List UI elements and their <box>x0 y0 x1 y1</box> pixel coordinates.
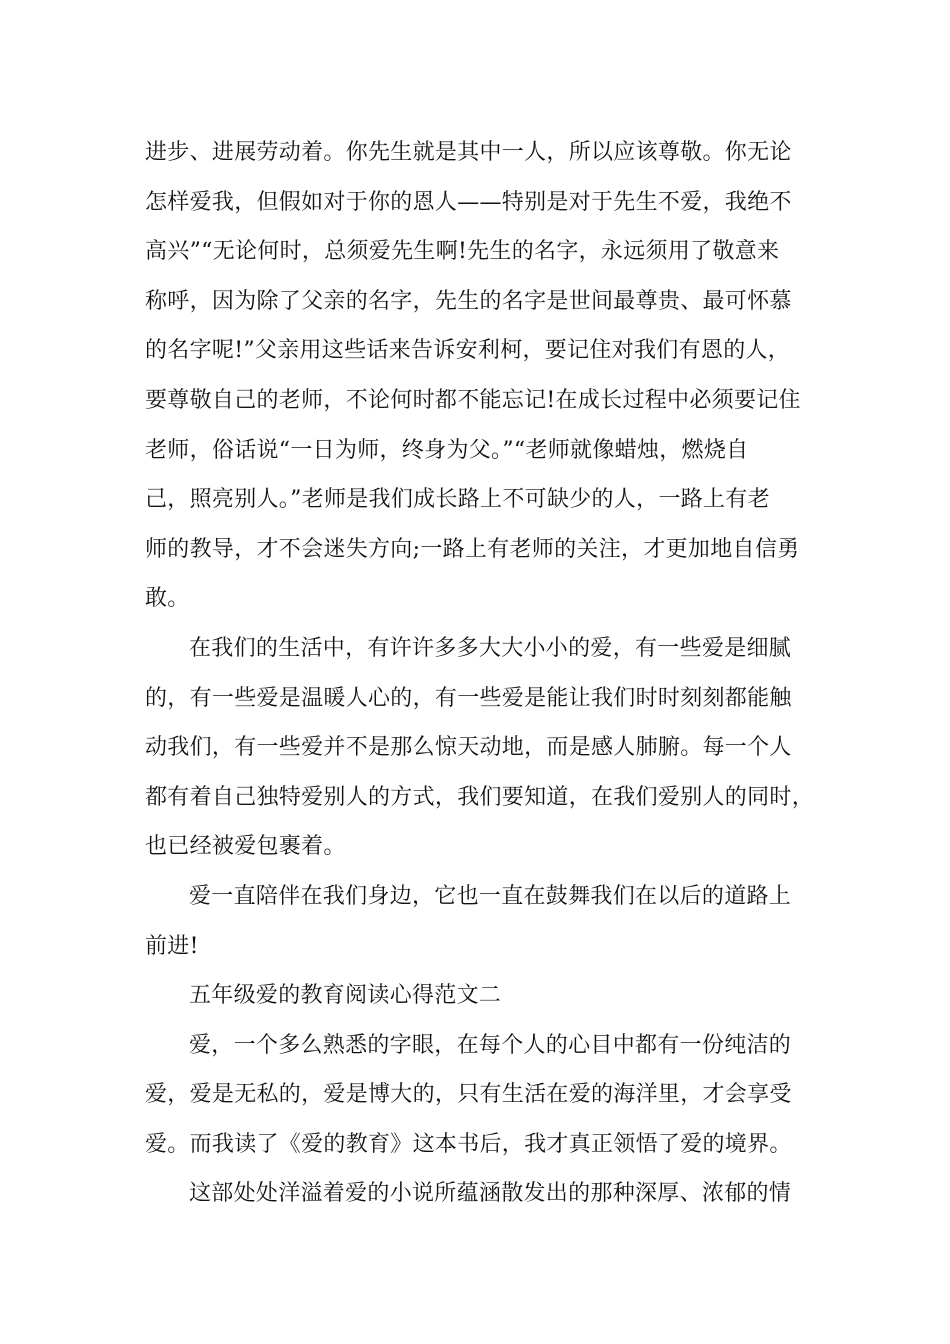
text-line: 都有着自己独特爱别人的方式，我们要知道，在我们爱别人的同时， <box>145 784 815 810</box>
text-line: 敢。 <box>145 586 190 612</box>
text-line: 要尊敬自己的老师，不论何时都不能忘记!在成长过程中必须要记住 <box>145 387 801 413</box>
text-line: 己，照亮别人。”老师是我们成长路上不可缺少的人，一路上有老 <box>145 487 770 513</box>
text-line: 进步、进展劳动着。你先生就是其中一人，所以应该尊敬。你无论 <box>145 140 792 165</box>
text-line: 也已经被爱包裹着。 <box>145 834 346 860</box>
document-body <box>145 128 815 1219</box>
text-line: 师的教导，才不会迷失方向;一路上有老师的关注，才更加地自信勇 <box>145 536 800 562</box>
paragraph-start-line: 这部处处洋溢着爱的小说所蕴涵散发出的那种深厚、浓郁的情 <box>189 1181 792 1207</box>
text-line: 的名字呢!”父亲用这些话来告诉安利柯，要记住对我们有恩的人， <box>145 338 791 364</box>
text-line: 爱。而我读了《爱的教育》这本书后，我才真正领悟了爱的境界。 <box>145 1131 792 1157</box>
text-line: 动我们，有一些爱并不是那么惊天动地，而是感人肺腑。每一个人 <box>145 735 792 761</box>
text-line: 前进! <box>145 933 199 959</box>
text-line: 老师，俗话说“一日为师，终身为父。”“老师就像蜡烛，燃烧自 <box>145 437 749 463</box>
text-line: 爱，爱是无私的，爱是博大的，只有生活在爱的海洋里，才会享受 <box>145 1082 792 1108</box>
section-heading: 五年级爱的教育阅读心得范文二 <box>189 983 502 1009</box>
text-line: 的，有一些爱是温暖人心的，有一些爱是能让我们时时刻刻都能触 <box>145 685 792 711</box>
text-line: 称呼，因为除了父亲的名字，先生的名字是世间最尊贵、最可怀慕 <box>145 288 792 314</box>
paragraph-start-line: 爱一直陪伴在我们身边，它也一直在鼓舞我们在以后的道路上 <box>189 883 792 909</box>
text-line: 怎样爱我，但假如对于你的恩人——特别是对于先生不爱，我绝不 <box>145 189 792 215</box>
paragraph-start-line: 在我们的生活中，有许许多多大大小小的爱，有一些爱是细腻 <box>189 635 792 661</box>
text-line: 高兴”“无论何时，总须爱先生啊!先生的名字，永远须用了敬意来 <box>145 239 780 265</box>
paragraph-start-line: 爱，一个多么熟悉的字眼，在每个人的心目中都有一份纯洁的 <box>189 1032 792 1058</box>
